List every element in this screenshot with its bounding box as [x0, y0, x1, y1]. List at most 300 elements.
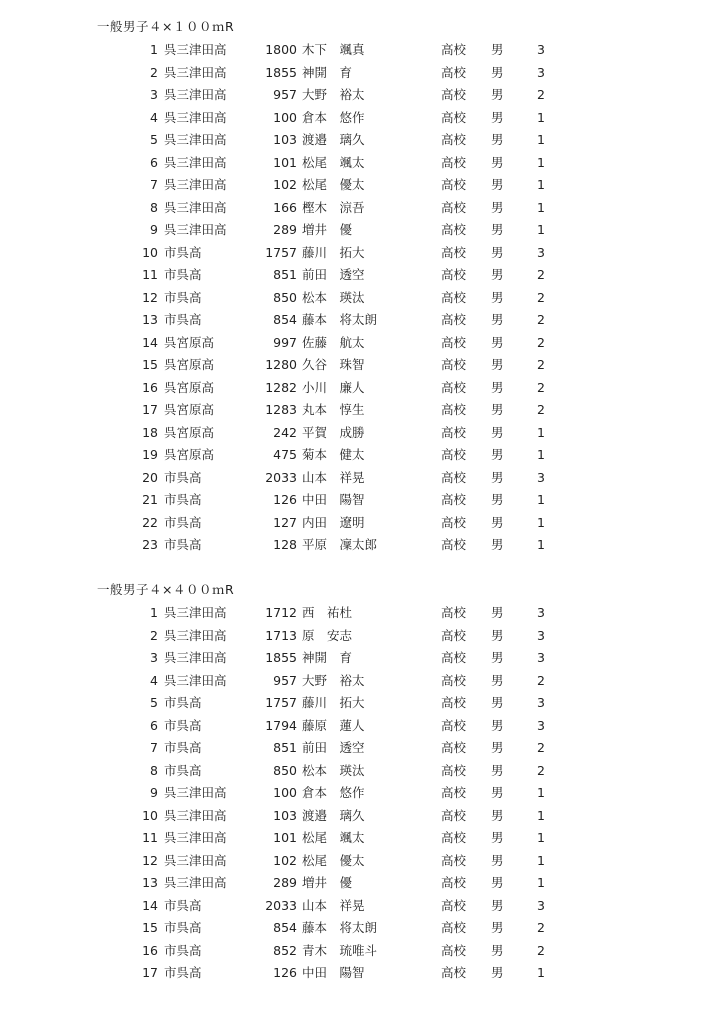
- sex: 男: [491, 132, 504, 147]
- table-row: [0, 62, 724, 85]
- sex: 男: [491, 402, 504, 417]
- category: 高校: [441, 109, 467, 125]
- athlete-name: 藤本 将太朗: [302, 920, 378, 935]
- school-name: 呉宮原高: [164, 447, 215, 462]
- bib-number: 242: [273, 424, 297, 440]
- athlete-name: 松尾 優太: [302, 852, 365, 868]
- table-row: [0, 152, 724, 175]
- category: 高校: [441, 785, 467, 800]
- sex: 男: [491, 695, 504, 710]
- sex: 男: [491, 672, 504, 688]
- category: 高校: [441, 492, 467, 507]
- category: 高校: [441, 650, 467, 665]
- sex: 男: [491, 852, 504, 868]
- school-name: 呉三津田高: [164, 605, 227, 620]
- bib-number: 852: [273, 942, 297, 958]
- entry-number: 8: [150, 199, 158, 215]
- category: 高校: [441, 289, 467, 305]
- athlete-name: 松本 瑛汰: [302, 289, 365, 305]
- school-name: 呉三津田高: [164, 852, 227, 868]
- school-name: 呉三津田高: [164, 177, 227, 192]
- grade: 3: [537, 469, 545, 485]
- table-row: [0, 782, 724, 805]
- athlete-name: 藤川 拓大: [302, 695, 365, 710]
- school-name: 呉三津田高: [164, 807, 227, 823]
- entry-number: 17: [142, 402, 158, 417]
- grade: 2: [537, 357, 545, 372]
- athlete-name: 小川 廉人: [302, 379, 365, 395]
- sex: 男: [491, 920, 504, 935]
- bib-number: 2033: [265, 897, 297, 913]
- grade: 3: [537, 695, 545, 710]
- table-row: [0, 377, 724, 400]
- school-name: 呉宮原高: [164, 424, 215, 440]
- bib-number: 475: [273, 447, 297, 462]
- athlete-name: 渡邉 璃久: [302, 132, 365, 147]
- section-title: 一般男子４×１００ｍR: [97, 19, 235, 34]
- sex: 男: [491, 537, 504, 552]
- entry-number: 17: [142, 965, 158, 980]
- bib-number: 101: [273, 154, 297, 170]
- bib-number: 103: [273, 132, 297, 147]
- entry-number: 10: [142, 807, 158, 823]
- bib-number: 1757: [265, 695, 297, 710]
- school-name: 呉宮原高: [164, 334, 215, 350]
- entry-number: 13: [142, 312, 158, 327]
- sex: 男: [491, 42, 504, 57]
- bib-number: 127: [273, 514, 297, 530]
- entry-number: 10: [142, 244, 158, 260]
- grade: 2: [537, 379, 545, 395]
- grade: 1: [537, 222, 545, 237]
- school-name: 市呉高: [164, 717, 202, 733]
- athlete-name: 菊本 健太: [302, 447, 365, 462]
- table-row: [0, 219, 724, 242]
- bib-number: 854: [273, 920, 297, 935]
- entry-number: 6: [150, 717, 158, 733]
- athlete-name: 平原 凜太郎: [302, 537, 378, 552]
- entry-number: 23: [142, 537, 158, 552]
- sex: 男: [491, 807, 504, 823]
- table-row: [0, 850, 724, 873]
- sex: 男: [491, 109, 504, 125]
- bib-number: 850: [273, 289, 297, 305]
- athlete-name: 丸本 惇生: [302, 402, 365, 417]
- sex: 男: [491, 717, 504, 733]
- bib-number: 102: [273, 177, 297, 192]
- grade: 1: [537, 132, 545, 147]
- athlete-name: 藤本 将太朗: [302, 312, 378, 327]
- athlete-name: 増井 優: [302, 875, 353, 890]
- category: 高校: [441, 605, 467, 620]
- grade: 1: [537, 492, 545, 507]
- entry-number: 9: [150, 785, 158, 800]
- sex: 男: [491, 424, 504, 440]
- entry-number: 4: [150, 109, 158, 125]
- school-name: 市呉高: [164, 695, 202, 710]
- table-row: [0, 872, 724, 895]
- sex: 男: [491, 289, 504, 305]
- school-name: 市呉高: [164, 514, 202, 530]
- sex: 男: [491, 740, 504, 755]
- category: 高校: [441, 717, 467, 733]
- bib-number: 851: [273, 267, 297, 282]
- entry-number: 3: [150, 87, 158, 102]
- category: 高校: [441, 627, 467, 643]
- athlete-name: 中田 陽智: [302, 492, 365, 507]
- bib-number: 126: [273, 965, 297, 980]
- bib-number: 997: [273, 334, 297, 350]
- entry-number: 7: [150, 740, 158, 755]
- school-name: 呉三津田高: [164, 222, 227, 237]
- entry-number: 8: [150, 762, 158, 778]
- category: 高校: [441, 379, 467, 395]
- category: 高校: [441, 42, 467, 57]
- athlete-name: 大野 裕太: [302, 672, 365, 688]
- bib-number: 1280: [265, 357, 297, 372]
- sex: 男: [491, 785, 504, 800]
- entry-number: 1: [150, 605, 158, 620]
- athlete-name: 松尾 優太: [302, 177, 365, 192]
- grade: 1: [537, 514, 545, 530]
- athlete-name: 木下 颯真: [302, 42, 365, 57]
- school-name: 呉宮原高: [164, 357, 215, 372]
- bib-number: 957: [273, 672, 297, 688]
- grade: 2: [537, 740, 545, 755]
- category: 高校: [441, 740, 467, 755]
- bib-number: 1757: [265, 244, 297, 260]
- category: 高校: [441, 177, 467, 192]
- school-name: 呉三津田高: [164, 650, 227, 665]
- athlete-name: 倉本 悠作: [302, 109, 365, 125]
- school-name: 市呉高: [164, 469, 202, 485]
- grade: 2: [537, 920, 545, 935]
- sex: 男: [491, 267, 504, 282]
- athlete-name: 神開 育: [302, 64, 353, 80]
- table-row: [0, 715, 724, 738]
- grade: 1: [537, 965, 545, 980]
- athlete-name: 前田 透空: [302, 267, 365, 282]
- athlete-name: 松本 瑛汰: [302, 762, 365, 778]
- table-row: [0, 399, 724, 422]
- bib-number: 1713: [265, 627, 297, 643]
- sex: 男: [491, 469, 504, 485]
- table-row: [0, 467, 724, 490]
- sex: 男: [491, 154, 504, 170]
- table-row: [0, 737, 724, 760]
- grade: 1: [537, 807, 545, 823]
- sex: 男: [491, 199, 504, 215]
- table-row: [0, 534, 724, 557]
- grade: 3: [537, 897, 545, 913]
- school-name: 呉三津田高: [164, 627, 227, 643]
- category: 高校: [441, 244, 467, 260]
- grade: 3: [537, 627, 545, 643]
- category: 高校: [441, 807, 467, 823]
- athlete-name: 増井 優: [302, 222, 353, 237]
- grade: 3: [537, 244, 545, 260]
- section-title: 一般男子４×４００ｍR: [97, 582, 235, 597]
- table-row: [0, 647, 724, 670]
- category: 高校: [441, 132, 467, 147]
- category: 高校: [441, 537, 467, 552]
- sex: 男: [491, 605, 504, 620]
- category: 高校: [441, 402, 467, 417]
- grade: 2: [537, 87, 545, 102]
- entry-number: 14: [142, 334, 158, 350]
- category: 高校: [441, 447, 467, 462]
- athlete-name: 内田 遼明: [302, 514, 365, 530]
- bib-number: 128: [273, 537, 297, 552]
- category: 高校: [441, 469, 467, 485]
- grade: 3: [537, 42, 545, 57]
- bib-number: 1282: [265, 379, 297, 395]
- school-name: 呉三津田高: [164, 672, 227, 688]
- bib-number: 1855: [265, 64, 297, 80]
- bib-number: 854: [273, 312, 297, 327]
- category: 高校: [441, 514, 467, 530]
- athlete-name: 前田 透空: [302, 740, 365, 755]
- entry-number: 16: [142, 379, 158, 395]
- school-name: 呉宮原高: [164, 379, 215, 395]
- table-row: [0, 670, 724, 693]
- sex: 男: [491, 447, 504, 462]
- school-name: 市呉高: [164, 942, 202, 958]
- grade: 2: [537, 672, 545, 688]
- entry-number: 5: [150, 132, 158, 147]
- table-row: [0, 422, 724, 445]
- athlete-name: 樫木 涼吾: [302, 199, 365, 215]
- entry-number: 2: [150, 64, 158, 80]
- sex: 男: [491, 64, 504, 80]
- table-row: [0, 287, 724, 310]
- table-row: [0, 827, 724, 850]
- table-row: [0, 107, 724, 130]
- grade: 2: [537, 312, 545, 327]
- table-row: [0, 962, 724, 985]
- entry-number: 11: [142, 830, 158, 845]
- bib-number: 1712: [265, 605, 297, 620]
- grade: 1: [537, 199, 545, 215]
- athlete-name: 久谷 珠智: [302, 357, 365, 372]
- bib-number: 289: [273, 222, 297, 237]
- school-name: 市呉高: [164, 920, 202, 935]
- table-row: [0, 332, 724, 355]
- school-name: 呉三津田高: [164, 132, 227, 147]
- entry-number: 19: [142, 447, 158, 462]
- entry-number: 15: [142, 920, 158, 935]
- grade: 1: [537, 830, 545, 845]
- sex: 男: [491, 312, 504, 327]
- entry-number: 20: [142, 469, 158, 485]
- grade: 1: [537, 109, 545, 125]
- entry-number: 16: [142, 942, 158, 958]
- school-name: 呉三津田高: [164, 64, 227, 80]
- school-name: 市呉高: [164, 537, 202, 552]
- table-row: [0, 84, 724, 107]
- grade: 1: [537, 852, 545, 868]
- entry-number: 7: [150, 177, 158, 192]
- sex: 男: [491, 379, 504, 395]
- entry-number: 18: [142, 424, 158, 440]
- school-name: 市呉高: [164, 492, 202, 507]
- school-name: 呉三津田高: [164, 154, 227, 170]
- bib-number: 2033: [265, 469, 297, 485]
- bib-number: 850: [273, 762, 297, 778]
- sex: 男: [491, 222, 504, 237]
- school-name: 市呉高: [164, 965, 202, 980]
- athlete-name: 松尾 颯太: [302, 830, 365, 845]
- bib-number: 1794: [265, 717, 297, 733]
- grade: 1: [537, 154, 545, 170]
- school-name: 呉宮原高: [164, 402, 215, 417]
- school-name: 市呉高: [164, 312, 202, 327]
- category: 高校: [441, 222, 467, 237]
- grade: 2: [537, 289, 545, 305]
- table-row: [0, 174, 724, 197]
- bib-number: 103: [273, 807, 297, 823]
- table-row: [0, 760, 724, 783]
- grade: 2: [537, 334, 545, 350]
- category: 高校: [441, 424, 467, 440]
- school-name: 呉三津田高: [164, 109, 227, 125]
- bib-number: 100: [273, 785, 297, 800]
- sex: 男: [491, 830, 504, 845]
- grade: 1: [537, 785, 545, 800]
- table-row: [0, 805, 724, 828]
- bib-number: 957: [273, 87, 297, 102]
- entry-number: 9: [150, 222, 158, 237]
- table-row: [0, 354, 724, 377]
- sex: 男: [491, 177, 504, 192]
- entry-number: 13: [142, 875, 158, 890]
- sex: 男: [491, 762, 504, 778]
- athlete-name: 渡邉 璃久: [302, 807, 365, 823]
- school-name: 呉三津田高: [164, 87, 227, 102]
- grade: 1: [537, 537, 545, 552]
- table-row: [0, 39, 724, 62]
- bib-number: 100: [273, 109, 297, 125]
- grade: 1: [537, 875, 545, 890]
- athlete-name: 山本 祥晃: [302, 897, 365, 913]
- grade: 2: [537, 942, 545, 958]
- bib-number: 102: [273, 852, 297, 868]
- bib-number: 1800: [265, 42, 297, 57]
- school-name: 市呉高: [164, 244, 202, 260]
- athlete-name: 倉本 悠作: [302, 785, 365, 800]
- category: 高校: [441, 334, 467, 350]
- entry-number: 12: [142, 852, 158, 868]
- entry-number: 22: [142, 514, 158, 530]
- table-row: [0, 512, 724, 535]
- sex: 男: [491, 492, 504, 507]
- category: 高校: [441, 672, 467, 688]
- sex: 男: [491, 87, 504, 102]
- category: 高校: [441, 87, 467, 102]
- school-name: 呉三津田高: [164, 785, 227, 800]
- athlete-name: 大野 裕太: [302, 87, 365, 102]
- bib-number: 1283: [265, 402, 297, 417]
- athlete-name: 山本 祥晃: [302, 469, 365, 485]
- category: 高校: [441, 695, 467, 710]
- table-row: [0, 129, 724, 152]
- table-row: [0, 895, 724, 918]
- table-row: [0, 917, 724, 940]
- athlete-name: 藤原 蓮人: [302, 717, 365, 733]
- grade: 2: [537, 762, 545, 778]
- sex: 男: [491, 942, 504, 958]
- category: 高校: [441, 199, 467, 215]
- category: 高校: [441, 357, 467, 372]
- entry-number: 4: [150, 672, 158, 688]
- entry-number: 14: [142, 897, 158, 913]
- school-name: 市呉高: [164, 267, 202, 282]
- entry-number: 21: [142, 492, 158, 507]
- athlete-name: 佐藤 航太: [302, 334, 365, 350]
- sex: 男: [491, 514, 504, 530]
- grade: 1: [537, 177, 545, 192]
- school-name: 市呉高: [164, 762, 202, 778]
- category: 高校: [441, 875, 467, 890]
- bib-number: 101: [273, 830, 297, 845]
- school-name: 市呉高: [164, 897, 202, 913]
- bib-number: 126: [273, 492, 297, 507]
- category: 高校: [441, 852, 467, 868]
- sex: 男: [491, 627, 504, 643]
- athlete-name: 原 安志: [302, 627, 353, 643]
- category: 高校: [441, 897, 467, 913]
- entry-number: 3: [150, 650, 158, 665]
- table-row: [0, 309, 724, 332]
- grade: 3: [537, 605, 545, 620]
- entry-number: 5: [150, 695, 158, 710]
- school-name: 呉三津田高: [164, 42, 227, 57]
- athlete-name: 中田 陽智: [302, 965, 365, 980]
- table-row: [0, 264, 724, 287]
- grade: 1: [537, 424, 545, 440]
- sex: 男: [491, 965, 504, 980]
- table-row: [0, 940, 724, 963]
- school-name: 市呉高: [164, 289, 202, 305]
- category: 高校: [441, 965, 467, 980]
- sex: 男: [491, 897, 504, 913]
- bib-number: 1855: [265, 650, 297, 665]
- table-row: [0, 692, 724, 715]
- grade: 1: [537, 447, 545, 462]
- school-name: 呉三津田高: [164, 875, 227, 890]
- entry-number: 6: [150, 154, 158, 170]
- category: 高校: [441, 154, 467, 170]
- entry-number: 2: [150, 627, 158, 643]
- category: 高校: [441, 830, 467, 845]
- table-row: [0, 444, 724, 467]
- athlete-name: 神開 育: [302, 650, 353, 665]
- school-name: 呉三津田高: [164, 830, 227, 845]
- grade: 2: [537, 267, 545, 282]
- school-name: 市呉高: [164, 740, 202, 755]
- table-row: [0, 625, 724, 648]
- sex: 男: [491, 357, 504, 372]
- grade: 3: [537, 64, 545, 80]
- category: 高校: [441, 267, 467, 282]
- category: 高校: [441, 920, 467, 935]
- table-row: [0, 242, 724, 265]
- sex: 男: [491, 875, 504, 890]
- entry-number: 12: [142, 289, 158, 305]
- entry-number: 1: [150, 42, 158, 57]
- category: 高校: [441, 942, 467, 958]
- athlete-name: 平賀 成勝: [302, 424, 365, 440]
